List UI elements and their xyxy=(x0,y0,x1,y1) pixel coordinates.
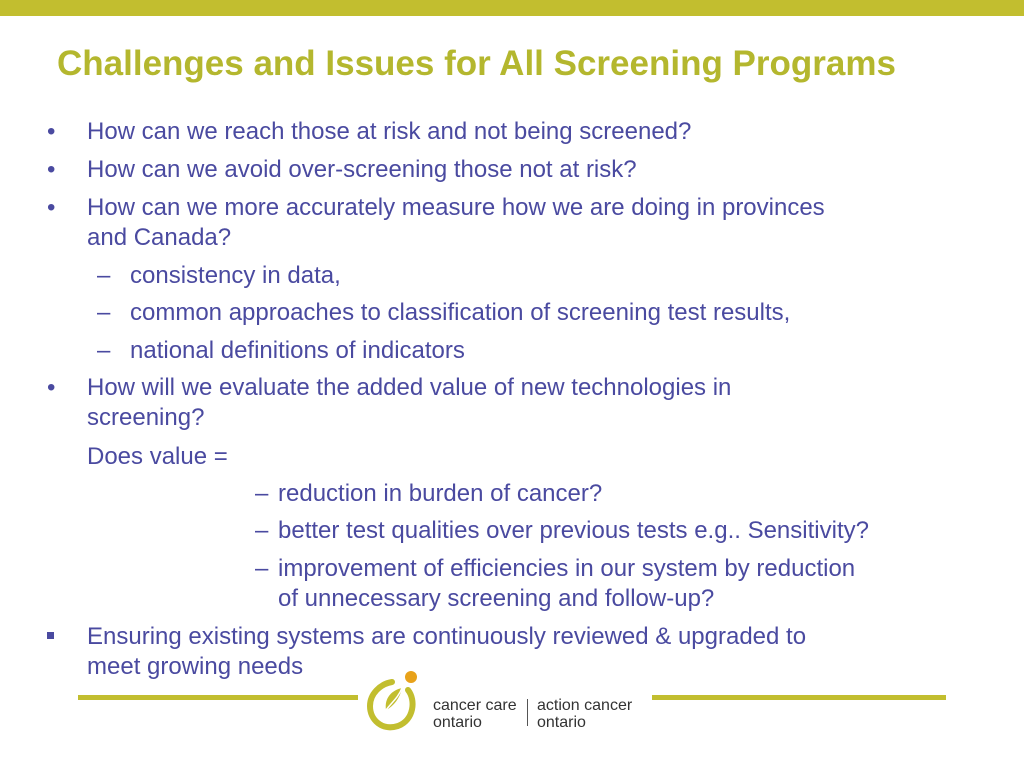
dash-marker: – xyxy=(97,262,111,289)
value-item-test-qualities: better test qualities over previous tests e.g.. Sensitivity? xyxy=(278,517,869,544)
value-item-efficiencies-line1: improvement of efficiencies in our system by reduction xyxy=(278,555,856,582)
dash-marker: – xyxy=(255,555,269,582)
bullet-avoid-over-screening: How can we avoid over-screening those not at risk? xyxy=(87,156,637,183)
does-value-label: Does value = xyxy=(87,443,228,470)
cancer-care-ontario-logo-icon xyxy=(364,668,426,736)
dash-marker: – xyxy=(97,299,111,326)
slide-title: Challenges and Issues for All Screening Programs xyxy=(57,44,896,83)
bullet-marker: • xyxy=(47,194,56,221)
bullet-evaluate-line2: screening? xyxy=(87,404,205,431)
bullet-marker: • xyxy=(47,156,56,183)
sub-bullet-indicators: national definitions of indicators xyxy=(130,337,465,364)
dash-marker: – xyxy=(255,480,269,507)
logo-right-line2: ontario xyxy=(537,714,586,731)
bullet-ensuring-line2: meet growing needs xyxy=(87,653,304,680)
logo-left-line1: cancer care xyxy=(433,697,517,714)
sub-bullet-consistency: consistency in data, xyxy=(130,262,341,289)
bullet-evaluate-line1: How will we evaluate the added value of new technologies in xyxy=(87,374,732,401)
bullet-ensuring-line1: Ensuring existing systems are continuously reviewed & upgraded to xyxy=(87,623,807,650)
logo-left-line2: ontario xyxy=(433,714,482,731)
footer-rule-left xyxy=(78,695,358,700)
logo-text-left xyxy=(433,697,517,731)
sub-bullet-classification: common approaches to classification of screening test results, xyxy=(130,299,791,326)
bullet-measure-line1: How can we more accurately measure how we are doing in provinces xyxy=(87,194,825,221)
bullet-marker: • xyxy=(47,374,56,401)
square-bullet-marker xyxy=(47,632,54,639)
dash-marker: – xyxy=(97,337,111,364)
bullet-marker: • xyxy=(47,118,56,145)
logo-right-line1: action cancer xyxy=(537,697,633,714)
top-accent-bar xyxy=(0,0,1024,16)
footer-rule-right xyxy=(652,695,946,700)
logo-text-right xyxy=(537,697,632,731)
bullet-reach-at-risk: How can we reach those at risk and not being screened? xyxy=(87,118,692,145)
value-item-efficiencies-line2: of unnecessary screening and follow-up? xyxy=(278,585,715,612)
dash-marker: – xyxy=(255,517,269,544)
logo-separator xyxy=(527,699,528,726)
value-item-burden: reduction in burden of cancer? xyxy=(278,480,603,507)
bullet-measure-line2: and Canada? xyxy=(87,224,232,251)
